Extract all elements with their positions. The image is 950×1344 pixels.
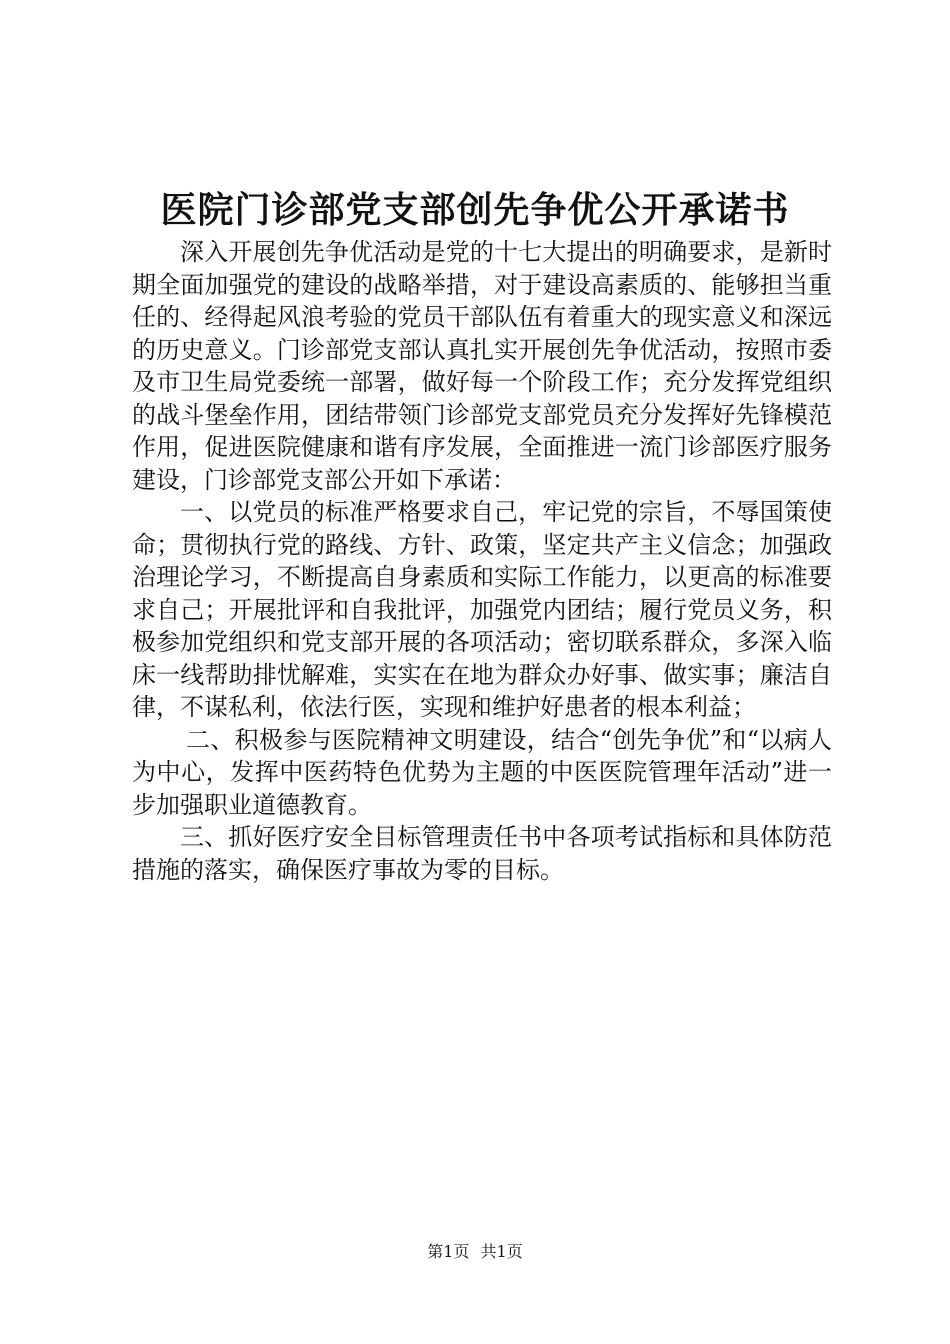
paragraph-intro: 深入开展创先争优活动是党的十七大提出的明确要求，是新时期全面加强党的建设的战略举措，对于建设高素质的、能够担当重任的、经得起风浪考验的党员干部队伍有着重大的现实意义和深远的历史意义。门诊部党支部认真扎实开展创先争优活动，按照市委及市卫生局党委统一部署，做好每一个阶段工作；充分发挥党组织的战斗堡垒作用，团结带领门诊部党支部党员充分发挥好先锋模范作用，促进医院健康和谐有序发展，全面推进一流门诊部医疗服务建设，门诊部党支部公开如下承诺： xyxy=(132,238,832,494)
page-total: 共1页 xyxy=(480,1242,523,1261)
document-body xyxy=(132,236,832,886)
paragraph-commitment-2: 二、积极参与医院精神文明建设，结合“创先争优”和“以病人为中心，发挥中医药特色优势为主题的中医医院管理年活动”进一步加强职业道德教育。 xyxy=(132,725,832,819)
page-footer xyxy=(0,1242,950,1262)
page-number: 第1页 xyxy=(427,1242,470,1261)
paragraph-commitment-1: 一、以党员的标准严格要求自己，牢记党的宗旨，不辱国策使命；贯彻执行党的路线、方针、政策，坚定共产主义信念；加强政治理论学习，不断提高自身素质和实际工作能力，以更高的标准要求自己；开展批评和自我批评，加强党内团结；履行党员义务，积极参加党组织和党支部开展的各项活动；密切联系群众，多深入临床一线帮助排忧解难，实实在在地为群众办好事、做实事；廉洁自律，不谋私利，依法行医，实现和维护好患者的根本利益； xyxy=(132,498,832,721)
document-title: 医院门诊部党支部创先争优公开承诺书 xyxy=(160,189,790,231)
paragraph-commitment-3: 三、抓好医疗安全目标管理责任书中各项考试指标和具体防范措施的落实，确保医疗事故为零的目标。 xyxy=(132,823,832,884)
